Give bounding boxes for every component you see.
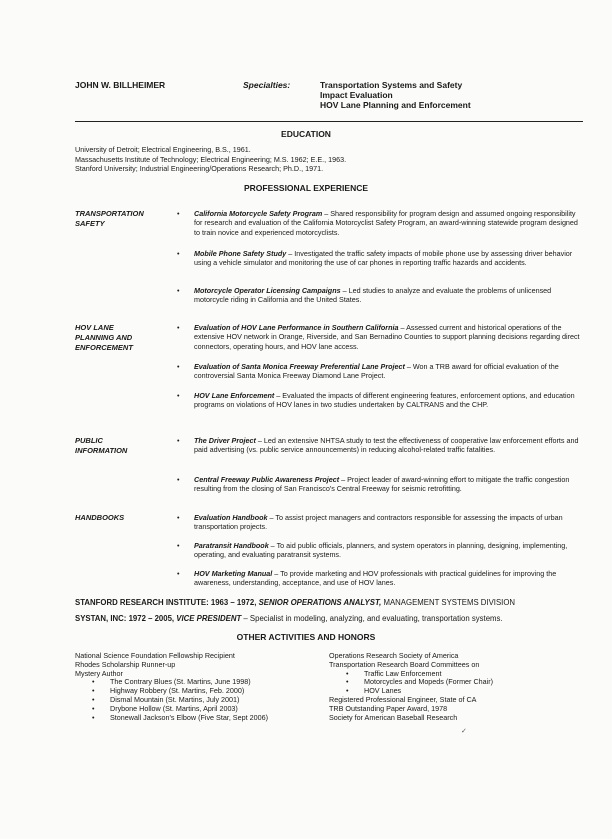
entry-separator: – xyxy=(272,569,281,578)
book-title: The Contrary Blues (St. Martins, June 1998) xyxy=(110,677,251,687)
employment-role: VICE PRESIDENT xyxy=(176,614,242,623)
bullet-icon: • xyxy=(177,541,180,550)
entry-title: The Driver Project xyxy=(194,436,256,445)
entry-description: Evaluated the impacts of different engineering features, enforcement options, and education programs on violations of HOV lanes in two studies undertaken by CALTRANS and the CHP. xyxy=(194,391,575,410)
bullet-icon: • xyxy=(346,668,349,678)
person-name: JOHN W. BILLHEIMER xyxy=(75,80,166,90)
entry-separator: – xyxy=(340,286,349,295)
honor-item: Mystery Author xyxy=(75,668,123,678)
entry-description: Project leader of award-winning effort to mitigate the traffic congestion resulting from the closing of San Francisco's Central Freeway for seismic retrofitting. xyxy=(194,475,570,494)
specialties-label: Specialties: xyxy=(243,80,291,90)
honor-item: Operations Research Society of America xyxy=(329,651,459,660)
entry-title: Mobile Phone Safety Study xyxy=(194,249,287,258)
entry-title: California Motorcycle Safety Program xyxy=(194,209,323,218)
bullet-icon: • xyxy=(177,362,180,371)
entry-title: Motorcycle Operator Licensing Campaigns xyxy=(194,286,341,295)
bullet-icon: • xyxy=(177,569,180,578)
education-item: Stanford University; Industrial Engineering/Operations Research; Ph.D., 1971. xyxy=(75,164,324,173)
entry-separator: – xyxy=(404,362,413,371)
honor-item: Transportation Research Board Committees on xyxy=(329,659,480,669)
specialty-item: HOV Lane Planning and Enforcement xyxy=(320,100,471,110)
category-handbooks xyxy=(75,513,124,523)
entry-description: Won a TRB award for official evaluation of the controversial Santa Monica Freeway Diamond Lane Project. xyxy=(194,362,559,381)
bullet-icon: • xyxy=(346,677,349,687)
employment-org: STANFORD RESEARCH INSTITUTE: 1963 – 1972, xyxy=(75,598,259,607)
education-list xyxy=(75,145,346,174)
entry-separator: – xyxy=(286,249,295,258)
experience-heading: PROFESSIONAL EXPERIENCE xyxy=(243,183,369,193)
entry-title: Evaluation Handbook xyxy=(194,513,268,522)
category-label: HANDBOOKS xyxy=(75,513,125,522)
entry-separator: – xyxy=(267,513,276,522)
entry-description: Led an extensive NHTSA study to test the effectiveness of cooperative law enforcement efforts and paid advertising (vs. public service announcements) in reducing alcohol-related traffic fatalities. xyxy=(194,436,579,455)
entry-separator: – xyxy=(322,209,331,218)
entry-description: Led studies to analyze and evaluate the problems of unlicensed motorcycle riding in California and the United States. xyxy=(194,286,552,305)
honor-item: TRB Outstanding Paper Award, 1978 xyxy=(329,703,448,713)
employment-sri xyxy=(75,598,515,607)
specialties-list xyxy=(320,80,471,110)
category-public-information xyxy=(75,436,127,456)
honors-right-column xyxy=(329,652,493,722)
category-label: PUBLIC xyxy=(75,436,103,445)
book-title: Dismal Mountain (St. Martins, July 2001) xyxy=(110,694,240,704)
entry-title: HOV Marketing Manual xyxy=(194,569,273,578)
entry-separator: – xyxy=(255,436,264,445)
bullet-icon: • xyxy=(177,391,180,400)
bullet-icon: • xyxy=(177,286,180,295)
employment-org: SYSTAN, INC: 1972 – 2005, xyxy=(75,614,177,623)
entry-description: Shared responsibility for program design and assumed ongoing responsibility for research and evaluation of the California Motorcyclist Safety Program, an award-winning statewide program designed to train novice and experienced motorcyclists. xyxy=(194,209,578,237)
entry-description: Investigated the traffic safety impacts of mobile phone use by assessing driver behavior using a vehicle simulator and monitoring the use of car phones in reporting traffic hazards and accidents. xyxy=(194,249,573,268)
bullet-icon: • xyxy=(177,209,180,218)
bullet-icon: • xyxy=(177,436,180,445)
honor-item: Rhodes Scholarship Runner-up xyxy=(75,659,176,669)
category-transportation-safety xyxy=(75,209,144,229)
entry-description: To aid public officials, planners, and system operators in planning, designing, implementing, operating, and evaluating paratransit systems. xyxy=(194,541,568,560)
committee-name: HOV Lanes xyxy=(364,686,402,696)
entry-separator: – xyxy=(274,391,283,400)
entry-title: Paratransit Handbook xyxy=(194,541,269,550)
entry-description: To assist project managers and contractors responsible for assessing the impacts of urban transportation projects. xyxy=(194,513,563,532)
employment-systan xyxy=(75,614,503,623)
committee-name: Traffic Law Enforcement xyxy=(364,668,442,678)
book-title: Stonewall Jackson's Elbow (Five Star, Sept 2006) xyxy=(110,712,268,722)
bullet-icon: • xyxy=(92,694,95,704)
category-label: INFORMATION xyxy=(75,446,128,455)
specialty-item: Impact Evaluation xyxy=(320,90,393,100)
committee-item xyxy=(329,678,493,687)
entry-separator: – xyxy=(398,323,407,332)
employment-role: SENIOR OPERATIONS ANALYST, xyxy=(258,598,382,607)
header-divider xyxy=(75,121,583,122)
bullet-icon: • xyxy=(177,513,180,522)
category-label: SAFETY xyxy=(75,219,105,228)
other-activities-heading: OTHER ACTIVITIES AND HONORS xyxy=(236,632,376,642)
bullet-icon: • xyxy=(177,249,180,258)
category-label: TRANSPORTATION xyxy=(75,209,144,218)
entry-title: Evaluation of HOV Lane Performance in Southern California xyxy=(194,323,399,332)
bullet-icon: • xyxy=(92,703,95,713)
scan-mark: ✓ xyxy=(461,728,467,735)
honor-item: Society for American Baseball Research xyxy=(329,712,458,722)
book-item xyxy=(75,714,268,723)
committee-item xyxy=(329,687,493,696)
entry-separator: – xyxy=(268,541,277,550)
entry-title: HOV Lane Enforcement xyxy=(194,391,275,400)
entry-description: To provide marketing and HOV professionals with practical guidelines for improving the awareness, understanding, acceptance, and use of HOV lanes. xyxy=(194,569,557,588)
category-label: HOV LANE xyxy=(75,323,114,332)
entry-title: Central Freeway Public Awareness Project xyxy=(194,475,340,484)
committee-name: Motorcycles and Mopeds (Former Chair) xyxy=(364,677,494,687)
employment-detail: – Specialist in modeling, analyzing, and evaluating, transportation systems. xyxy=(241,614,503,623)
category-label: ENFORCEMENT xyxy=(75,343,133,352)
entry-separator: – xyxy=(339,475,348,484)
bullet-icon: • xyxy=(92,677,95,687)
bullet-icon: • xyxy=(92,686,95,696)
entry-description: Assessed current and historical operations of the extensive HOV network in Orange, Riverside, and San Bernadino Counties to support planning decisions regarding direct connectors, operating hours, and HOV lane access. xyxy=(194,323,580,351)
bullet-icon: • xyxy=(177,323,180,332)
education-heading: EDUCATION xyxy=(281,129,331,139)
education-item: Massachusetts Institute of Technology; Electrical Engineering; M.S. 1962; E.E., 1963. xyxy=(75,154,347,164)
category-label: PLANNING AND xyxy=(75,333,133,342)
honors-left-column xyxy=(75,652,268,722)
specialty-item: Transportation Systems and Safety xyxy=(320,80,463,90)
employment-detail: MANAGEMENT SYSTEMS DIVISION xyxy=(381,598,516,607)
entry-title: Evaluation of Santa Monica Freeway Preferential Lane Project xyxy=(194,362,405,371)
honor-item: National Science Foundation Fellowship Recipient xyxy=(75,651,235,660)
education-item: University of Detroit; Electrical Engineering, B.S., 1961. xyxy=(75,145,251,154)
bullet-icon: • xyxy=(92,712,95,722)
book-title: Drybone Hollow (St. Martins, April 2003) xyxy=(110,703,238,713)
honor-item: Registered Professional Engineer, State of CA xyxy=(329,694,477,704)
bullet-icon: • xyxy=(346,686,349,696)
bullet-icon: • xyxy=(177,475,180,484)
book-title: Highway Robbery (St. Martins, Feb. 2000) xyxy=(110,686,245,696)
category-hov-lane xyxy=(75,323,133,353)
